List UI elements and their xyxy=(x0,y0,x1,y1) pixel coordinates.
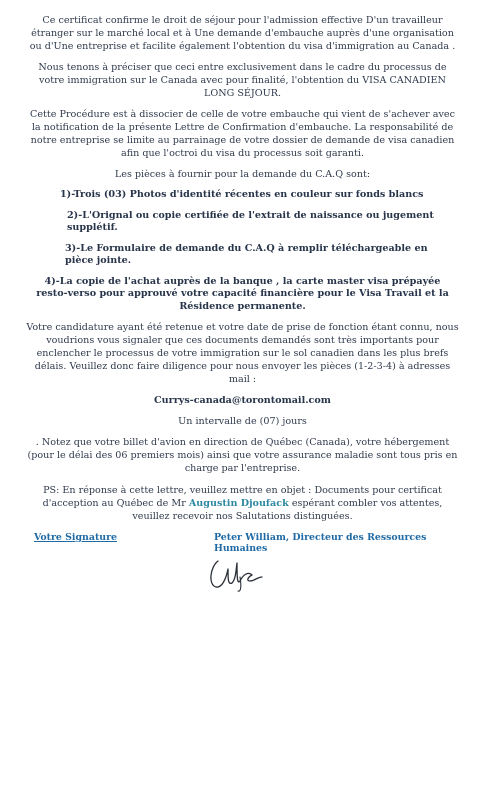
paragraph-immigration: Nous tenons à préciser que ceci entre exclusivement dans le cadre du processus de votre immigration sur le Canada avec pour finalité, l'obtention du VISA CANADIEN LONG SÉJOUR. xyxy=(38,62,447,99)
handwritten-signature xyxy=(206,555,264,593)
pieces-intro: Les pièces à fournir pour la demande du C.A.Q sont: xyxy=(114,169,371,180)
ps-text-after: espérant combler vos attentes, veuillez recevoir nos Salutations distinguées. xyxy=(132,498,443,522)
signature-row xyxy=(26,532,459,554)
ps-text-before: PS: En réponse à cette lettre, veuillez mettre en objet : Documents pour certificat d'acception au Québec de Mr xyxy=(42,485,442,509)
list-item-caq-form: 3)-Le Formulaire de demande du C.A.Q à remplir téléchargeable en pièce jointe. xyxy=(65,242,428,266)
paragraph-certificate: Ce certificat confirme le droit de séjour pour l'admission effective D'un travailleur étranger sur le marché local et à Une demande d'embauche auprès d'une organisation ou d'Une entreprise et facilite également l'obtention du visa d'immigration au Canada . xyxy=(29,15,456,52)
postscript xyxy=(26,484,459,523)
email-address[interactable]: Currys-canada@torontomail.com xyxy=(154,395,331,406)
list-item-bank-card: 4)-La copie de l'achat auprès de la banque , la carte master visa prépayée resto-verso pour approuvé votre capacité financière pour le Visa Travail et la Résidence permanente. xyxy=(36,275,449,312)
director-name: Peter William, Directeur des Ressources Humaines xyxy=(214,532,427,554)
paragraph-procedure: Cette Procédure est à dissocier de celle de votre embauche qui vient de s'achever avec la notification de la présente Lettre de Confirmation d'embauche. La responsabilité de notre entreprise se limite au parrainage de votre dossier de demande de visa canadien afin que l'octroi du visa du processus soit garanti. xyxy=(30,109,455,159)
paragraph-ticket: . Notez que votre billet d'avion en direction de Québec (Canada), votre hébergement (pour le délai des 06 premiers mois) ainsi que votre assurance maladie sont tous pris en charge par l'entreprise. xyxy=(27,437,458,474)
recipient-name: Augustin Djoufack xyxy=(188,498,289,509)
signature-link[interactable]: Votre Signature xyxy=(34,532,117,543)
list-item-birth-certificate: 2)-L'Orignal ou copie certifiée de l'extrait de naissance ou jugement supplétif. xyxy=(67,209,434,233)
interval-note: Un intervalle de (07) jours xyxy=(178,416,307,427)
paragraph-candidature: Votre candidature ayant été retenue et votre date de prise de fonction étant connu, nous voudrions vous signaler que ces documents demandés sont très importants pour enclencher le processus de votre immigration sur le sol canadien dans les plus brefs délais. Veuillez donc faire diligence pour nous envoyer les pièces (1-2-3-4) à adresses mail : xyxy=(26,322,459,385)
list-item-photos: 1)-Trois (03) Photos d'identité récentes en couleur sur fonds blancs xyxy=(60,189,424,200)
